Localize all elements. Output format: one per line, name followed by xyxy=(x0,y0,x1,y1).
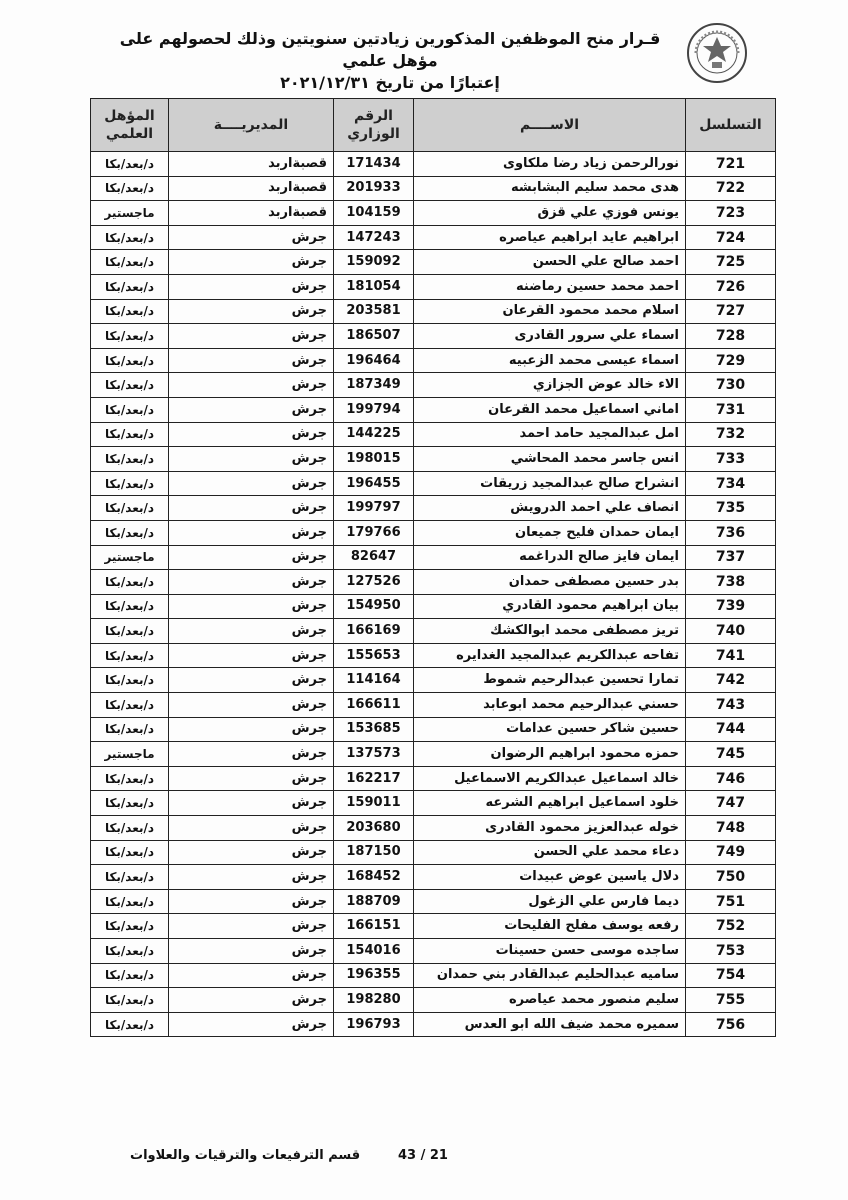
cell-seq: 753 xyxy=(686,939,776,964)
cell-ministry-id: 203680 xyxy=(334,816,414,841)
cell-ministry-id: 179766 xyxy=(334,520,414,545)
cell-ministry-id: 144225 xyxy=(334,422,414,447)
cell-directorate: جرش xyxy=(169,545,334,570)
cell-ministry-id: 201933 xyxy=(334,176,414,201)
table-row xyxy=(91,225,776,250)
cell-directorate: جرش xyxy=(169,373,334,398)
cell-ministry-id: 147243 xyxy=(334,225,414,250)
table-row xyxy=(91,988,776,1013)
cell-directorate: جرش xyxy=(169,742,334,767)
cell-seq: 728 xyxy=(686,324,776,349)
title-line-1: قـرار منح الموظفين المذكورين زيادتين سنويتين وذلك لحصولهم على مؤهل علمي xyxy=(119,29,661,70)
table-row xyxy=(91,889,776,914)
cell-directorate: قصبةاربد xyxy=(169,176,334,201)
cell-ministry-id: 196355 xyxy=(334,963,414,988)
cell-name: حسين شاكر حسين عدامات xyxy=(414,717,686,742)
cell-name: ايمان فايز صالح الدراغمه xyxy=(414,545,686,570)
cell-seq: 748 xyxy=(686,816,776,841)
table-row xyxy=(91,299,776,324)
table-row xyxy=(91,496,776,521)
cell-name: الاء خالد عوض الجزازي xyxy=(414,373,686,398)
cell-directorate: جرش xyxy=(169,619,334,644)
cell-qualification: د/بعد/بكا xyxy=(91,570,169,595)
cell-name: هدى محمد سليم البشابشه xyxy=(414,176,686,201)
cell-name: اسماء علي سرور القادرى xyxy=(414,324,686,349)
cell-seq: 738 xyxy=(686,570,776,595)
table-row xyxy=(91,397,776,422)
cell-directorate: جرش xyxy=(169,791,334,816)
table-row xyxy=(91,520,776,545)
cell-seq: 733 xyxy=(686,447,776,472)
cell-qualification: ماجستير xyxy=(91,742,169,767)
table-row xyxy=(91,422,776,447)
cell-qualification: د/بعد/بكا xyxy=(91,373,169,398)
cell-directorate: جرش xyxy=(169,225,334,250)
cell-qualification: د/بعد/بكا xyxy=(91,963,169,988)
table-row xyxy=(91,939,776,964)
cell-name: تريز مصطفى محمد ابوالكشك xyxy=(414,619,686,644)
cell-directorate: جرش xyxy=(169,889,334,914)
cell-seq: 751 xyxy=(686,889,776,914)
table-row xyxy=(91,250,776,275)
cell-seq: 749 xyxy=(686,840,776,865)
cell-seq: 747 xyxy=(686,791,776,816)
cell-qualification: د/بعد/بكا xyxy=(91,520,169,545)
cell-name: ايمان حمدان فليح جميعان xyxy=(414,520,686,545)
cell-seq: 722 xyxy=(686,176,776,201)
cell-qualification: د/بعد/بكا xyxy=(91,152,169,177)
footer-department: قسم الترفيعات والترقيات والعلاوات xyxy=(130,1148,361,1163)
table-row xyxy=(91,693,776,718)
cell-qualification: د/بعد/بكا xyxy=(91,397,169,422)
cell-name: حسني عبدالرحيم محمد ابوعابد xyxy=(414,693,686,718)
cell-ministry-id: 186507 xyxy=(334,324,414,349)
cell-qualification: د/بعد/بكا xyxy=(91,496,169,521)
cell-ministry-id: 203581 xyxy=(334,299,414,324)
cell-qualification: د/بعد/بكا xyxy=(91,324,169,349)
cell-qualification: د/بعد/بكا xyxy=(91,176,169,201)
cell-name: نورالرحمن زياد رضا ملكاوى xyxy=(414,152,686,177)
document-title xyxy=(100,28,680,94)
cell-ministry-id: 159011 xyxy=(334,791,414,816)
cell-name: اماني اسماعيل محمد القرعان xyxy=(414,397,686,422)
cell-qualification: د/بعد/بكا xyxy=(91,889,169,914)
cell-name: دعاء محمد علي الحسن xyxy=(414,840,686,865)
header-id: الرقم الوزاري xyxy=(334,99,414,152)
cell-ministry-id: 187150 xyxy=(334,840,414,865)
table-row xyxy=(91,471,776,496)
table-row xyxy=(91,176,776,201)
ministry-logo-icon xyxy=(686,22,748,84)
cell-name: ابراهيم عايد ابراهيم عياصره xyxy=(414,225,686,250)
cell-qualification: ماجستير xyxy=(91,201,169,226)
table-row xyxy=(91,594,776,619)
cell-seq: 726 xyxy=(686,274,776,299)
cell-ministry-id: 188709 xyxy=(334,889,414,914)
cell-directorate: قصبةاربد xyxy=(169,152,334,177)
cell-ministry-id: 181054 xyxy=(334,274,414,299)
cell-name: تمارا تحسين عبدالرحيم شموط xyxy=(414,668,686,693)
cell-directorate: جرش xyxy=(169,668,334,693)
cell-directorate: جرش xyxy=(169,471,334,496)
cell-directorate: جرش xyxy=(169,274,334,299)
cell-ministry-id: 171434 xyxy=(334,152,414,177)
table-row xyxy=(91,791,776,816)
cell-seq: 721 xyxy=(686,152,776,177)
cell-seq: 727 xyxy=(686,299,776,324)
cell-ministry-id: 166169 xyxy=(334,619,414,644)
cell-qualification: د/بعد/بكا xyxy=(91,225,169,250)
cell-ministry-id: 154016 xyxy=(334,939,414,964)
cell-ministry-id: 114164 xyxy=(334,668,414,693)
cell-seq: 737 xyxy=(686,545,776,570)
cell-seq: 734 xyxy=(686,471,776,496)
cell-directorate: جرش xyxy=(169,865,334,890)
cell-qualification: د/بعد/بكا xyxy=(91,988,169,1013)
cell-qualification: د/بعد/بكا xyxy=(91,1012,169,1037)
cell-ministry-id: 166611 xyxy=(334,693,414,718)
cell-ministry-id: 198280 xyxy=(334,988,414,1013)
cell-qualification: د/بعد/بكا xyxy=(91,766,169,791)
cell-seq: 746 xyxy=(686,766,776,791)
cell-ministry-id: 153685 xyxy=(334,717,414,742)
cell-qualification: د/بعد/بكا xyxy=(91,939,169,964)
cell-qualification: د/بعد/بكا xyxy=(91,619,169,644)
cell-qualification: د/بعد/بكا xyxy=(91,250,169,275)
cell-name: اسماء عيسى محمد الزعبيه xyxy=(414,348,686,373)
cell-directorate: جرش xyxy=(169,963,334,988)
cell-seq: 743 xyxy=(686,693,776,718)
cell-seq: 750 xyxy=(686,865,776,890)
cell-directorate: جرش xyxy=(169,988,334,1013)
table-row xyxy=(91,963,776,988)
cell-qualification: د/بعد/بكا xyxy=(91,422,169,447)
cell-ministry-id: 104159 xyxy=(334,201,414,226)
cell-ministry-id: 154950 xyxy=(334,594,414,619)
employees-table xyxy=(90,98,775,1037)
cell-directorate: جرش xyxy=(169,643,334,668)
cell-seq: 754 xyxy=(686,963,776,988)
cell-directorate: جرش xyxy=(169,520,334,545)
cell-name: احمد محمد حسين رماضنه xyxy=(414,274,686,299)
table-row xyxy=(91,570,776,595)
cell-seq: 735 xyxy=(686,496,776,521)
cell-seq: 731 xyxy=(686,397,776,422)
cell-name: انس جاسر محمد المحاشي xyxy=(414,447,686,472)
table-row xyxy=(91,348,776,373)
cell-qualification: ماجستير xyxy=(91,545,169,570)
cell-directorate: جرش xyxy=(169,816,334,841)
cell-seq: 729 xyxy=(686,348,776,373)
cell-qualification: د/بعد/بكا xyxy=(91,840,169,865)
cell-ministry-id: 137573 xyxy=(334,742,414,767)
cell-directorate: جرش xyxy=(169,914,334,939)
table-row xyxy=(91,324,776,349)
table-row xyxy=(91,766,776,791)
table-row xyxy=(91,274,776,299)
cell-ministry-id: 187349 xyxy=(334,373,414,398)
table-row xyxy=(91,447,776,472)
table-row xyxy=(91,816,776,841)
cell-name: ساجده موسى حسن حسينات xyxy=(414,939,686,964)
page-number: 43 / 21 xyxy=(398,1148,448,1163)
cell-directorate: جرش xyxy=(169,939,334,964)
cell-name: اسلام محمد محمود القرعان xyxy=(414,299,686,324)
cell-seq: 739 xyxy=(686,594,776,619)
cell-qualification: د/بعد/بكا xyxy=(91,471,169,496)
cell-ministry-id: 162217 xyxy=(334,766,414,791)
cell-qualification: د/بعد/بكا xyxy=(91,643,169,668)
cell-directorate: جرش xyxy=(169,570,334,595)
cell-directorate: جرش xyxy=(169,447,334,472)
cell-directorate: جرش xyxy=(169,594,334,619)
cell-directorate: قصبةاربد xyxy=(169,201,334,226)
cell-directorate: جرش xyxy=(169,348,334,373)
table-row xyxy=(91,840,776,865)
cell-ministry-id: 196793 xyxy=(334,1012,414,1037)
cell-name: بدر حسين مصطفى حمدان xyxy=(414,570,686,595)
cell-seq: 752 xyxy=(686,914,776,939)
cell-qualification: د/بعد/بكا xyxy=(91,865,169,890)
table-row xyxy=(91,545,776,570)
cell-ministry-id: 127526 xyxy=(334,570,414,595)
table-row xyxy=(91,668,776,693)
cell-ministry-id: 196464 xyxy=(334,348,414,373)
header-seq: التسلسل xyxy=(686,99,776,152)
cell-name: رفعه يوسف مفلح الفليحات xyxy=(414,914,686,939)
cell-ministry-id: 82647 xyxy=(334,545,414,570)
cell-seq: 732 xyxy=(686,422,776,447)
cell-directorate: جرش xyxy=(169,397,334,422)
header-directorate: المديريــــة xyxy=(169,99,334,152)
cell-seq: 744 xyxy=(686,717,776,742)
cell-directorate: جرش xyxy=(169,250,334,275)
cell-ministry-id: 159092 xyxy=(334,250,414,275)
cell-name: بيان ابراهيم محمود القادري xyxy=(414,594,686,619)
table-row xyxy=(91,914,776,939)
cell-ministry-id: 155653 xyxy=(334,643,414,668)
table-row xyxy=(91,717,776,742)
cell-ministry-id: 168452 xyxy=(334,865,414,890)
cell-qualification: د/بعد/بكا xyxy=(91,668,169,693)
cell-name: ساميه عبدالحليم عبدالقادر بني حمدان xyxy=(414,963,686,988)
cell-name: احمد صالح علي الحسن xyxy=(414,250,686,275)
cell-ministry-id: 199797 xyxy=(334,496,414,521)
table-row xyxy=(91,619,776,644)
title-line-2: إعتبارًا من تاريخ ٢٠٢١/١٢/٣١ xyxy=(280,73,500,92)
cell-directorate: جرش xyxy=(169,496,334,521)
cell-name: امل عبدالمجيد حامد احمد xyxy=(414,422,686,447)
cell-directorate: جرش xyxy=(169,422,334,447)
cell-qualification: د/بعد/بكا xyxy=(91,299,169,324)
cell-name: سميره محمد ضيف الله ابو العدس xyxy=(414,1012,686,1037)
table-row xyxy=(91,1012,776,1037)
header-name: الاســــم xyxy=(414,99,686,152)
cell-seq: 755 xyxy=(686,988,776,1013)
cell-qualification: د/بعد/بكا xyxy=(91,816,169,841)
cell-seq: 725 xyxy=(686,250,776,275)
cell-directorate: جرش xyxy=(169,717,334,742)
cell-directorate: جرش xyxy=(169,299,334,324)
cell-name: سليم منصور محمد عياصره xyxy=(414,988,686,1013)
cell-directorate: جرش xyxy=(169,840,334,865)
table-row xyxy=(91,865,776,890)
cell-directorate: جرش xyxy=(169,766,334,791)
cell-ministry-id: 198015 xyxy=(334,447,414,472)
cell-name: حمزه محمود ابراهيم الرضوان xyxy=(414,742,686,767)
table-row xyxy=(91,152,776,177)
cell-qualification: د/بعد/بكا xyxy=(91,594,169,619)
cell-seq: 723 xyxy=(686,201,776,226)
cell-name: دلال ياسين عوض عبيدات xyxy=(414,865,686,890)
cell-seq: 724 xyxy=(686,225,776,250)
cell-directorate: جرش xyxy=(169,693,334,718)
cell-seq: 742 xyxy=(686,668,776,693)
cell-qualification: د/بعد/بكا xyxy=(91,914,169,939)
header-qualification: المؤهل العلمي xyxy=(91,99,169,152)
cell-name: يونس فوزي علي قزق xyxy=(414,201,686,226)
table-row xyxy=(91,742,776,767)
cell-ministry-id: 166151 xyxy=(334,914,414,939)
cell-name: خوله عبدالعزيز محمود القادرى xyxy=(414,816,686,841)
cell-directorate: جرش xyxy=(169,324,334,349)
cell-name: خالد اسماعيل عبدالكريم الاسماعيل xyxy=(414,766,686,791)
cell-ministry-id: 199794 xyxy=(334,397,414,422)
cell-name: خلود اسماعيل ابراهيم الشرعه xyxy=(414,791,686,816)
cell-seq: 736 xyxy=(686,520,776,545)
cell-seq: 730 xyxy=(686,373,776,398)
cell-name: انشراح صالح عبدالمجيد زريقات xyxy=(414,471,686,496)
cell-seq: 740 xyxy=(686,619,776,644)
cell-name: تفاحه عبدالكريم عبدالمجيد الغدايره xyxy=(414,643,686,668)
table-row xyxy=(91,643,776,668)
cell-qualification: د/بعد/بكا xyxy=(91,274,169,299)
cell-seq: 756 xyxy=(686,1012,776,1037)
cell-name: ديما فارس علي الزغول xyxy=(414,889,686,914)
cell-ministry-id: 196455 xyxy=(334,471,414,496)
cell-qualification: د/بعد/بكا xyxy=(91,791,169,816)
cell-qualification: د/بعد/بكا xyxy=(91,693,169,718)
cell-directorate: جرش xyxy=(169,1012,334,1037)
cell-name: انصاف علي احمد الدرويش xyxy=(414,496,686,521)
cell-seq: 741 xyxy=(686,643,776,668)
cell-qualification: د/بعد/بكا xyxy=(91,447,169,472)
cell-seq: 745 xyxy=(686,742,776,767)
table-row xyxy=(91,201,776,226)
table-header-row xyxy=(91,99,776,152)
cell-qualification: د/بعد/بكا xyxy=(91,717,169,742)
table-row xyxy=(91,373,776,398)
cell-qualification: د/بعد/بكا xyxy=(91,348,169,373)
